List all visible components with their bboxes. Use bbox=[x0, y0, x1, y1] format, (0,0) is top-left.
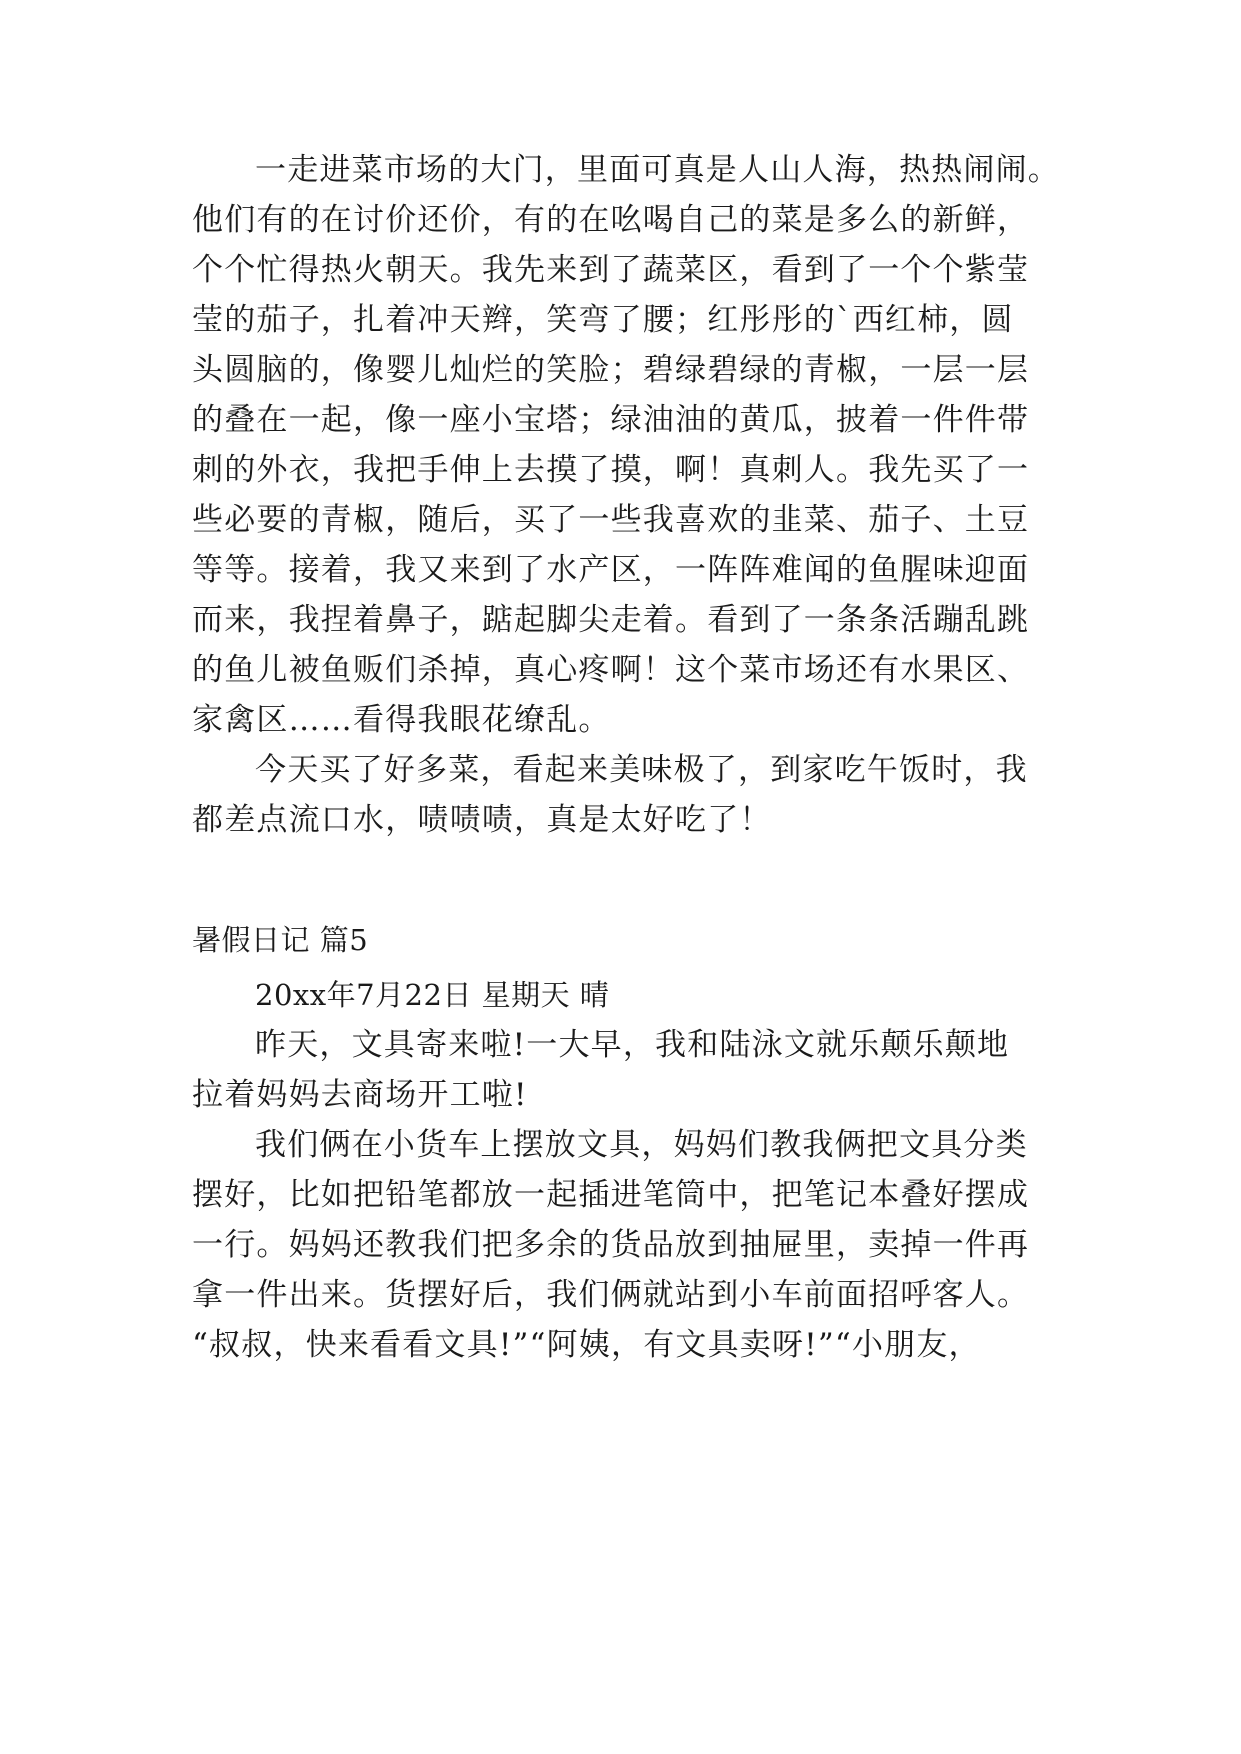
paragraph-line: 昨天，文具寄来啦!一大早，我和陆泳文就乐颠乐颠地 bbox=[255, 1027, 1010, 1063]
paragraph-line: 一走进菜市场的大门，里面可真是人山人海，热热闹闹。 bbox=[255, 152, 1060, 188]
section-heading: 暑假日记 篇5 bbox=[192, 923, 369, 957]
paragraph-line: 拿一件出来。货摆好后，我们俩就站到小车前面招呼客人。 bbox=[192, 1277, 1030, 1313]
paragraph-line: 莹的茄子，扎着冲天辫，笑弯了腰；红彤彤的`西红柿，圆 bbox=[192, 302, 1014, 338]
paragraph-line: “叔叔，快来看看文具!”“阿姨，有文具卖呀!”“小朋友， bbox=[192, 1327, 981, 1363]
paragraph-line: 我们俩在小货车上摆放文具，妈妈们教我俩把文具分类 bbox=[255, 1127, 1028, 1163]
paragraph-line: 摆好，比如把铅笔都放一起插进笔筒中，把笔记本叠好摆成 bbox=[192, 1177, 1030, 1213]
paragraph-line: 拉着妈妈去商场开工啦! bbox=[192, 1077, 528, 1113]
paragraph-line: 些必要的青椒，随后，买了一些我喜欢的韭菜、茄子、土豆 bbox=[192, 502, 1030, 538]
paragraph-line: 的叠在一起，像一座小宝塔；绿油油的黄瓜，披着一件件带 bbox=[192, 402, 1030, 438]
paragraph-line: 的鱼儿被鱼贩们杀掉，真心疼啊！这个菜市场还有水果区、 bbox=[192, 652, 1030, 688]
paragraph-line: 都差点流口水，啧啧啧，真是太好吃了！ bbox=[192, 802, 772, 838]
paragraph-line: 家禽区……看得我眼花缭乱。 bbox=[192, 702, 611, 738]
paragraph-line: 个个忙得热火朝天。我先来到了蔬菜区，看到了一个个紫莹 bbox=[192, 252, 1030, 288]
paragraph-line: 一行。妈妈还教我们把多余的货品放到抽屉里，卖掉一件再 bbox=[192, 1227, 1030, 1263]
paragraph-line: 头圆脑的，像婴儿灿烂的笑脸；碧绿碧绿的青椒，一层一层 bbox=[192, 352, 1030, 388]
paragraph-line: 刺的外衣，我把手伸上去摸了摸，啊！真刺人。我先买了一 bbox=[192, 452, 1030, 488]
paragraph-line: 而来，我捏着鼻子，踮起脚尖走着。看到了一条条活蹦乱跳 bbox=[192, 602, 1030, 638]
paragraph-line: 今天买了好多菜，看起来美味极了，到家吃午饭时，我 bbox=[255, 752, 1028, 788]
paragraph-line: 等等。接着，我又来到了水产区，一阵阵难闻的鱼腥味迎面 bbox=[192, 552, 1030, 588]
diary-date-line: 20xx年7月22日 星期天 晴 bbox=[255, 978, 610, 1012]
paragraph-line: 他们有的在讨价还价，有的在吆喝自己的菜是多么的新鲜， bbox=[192, 202, 1030, 238]
